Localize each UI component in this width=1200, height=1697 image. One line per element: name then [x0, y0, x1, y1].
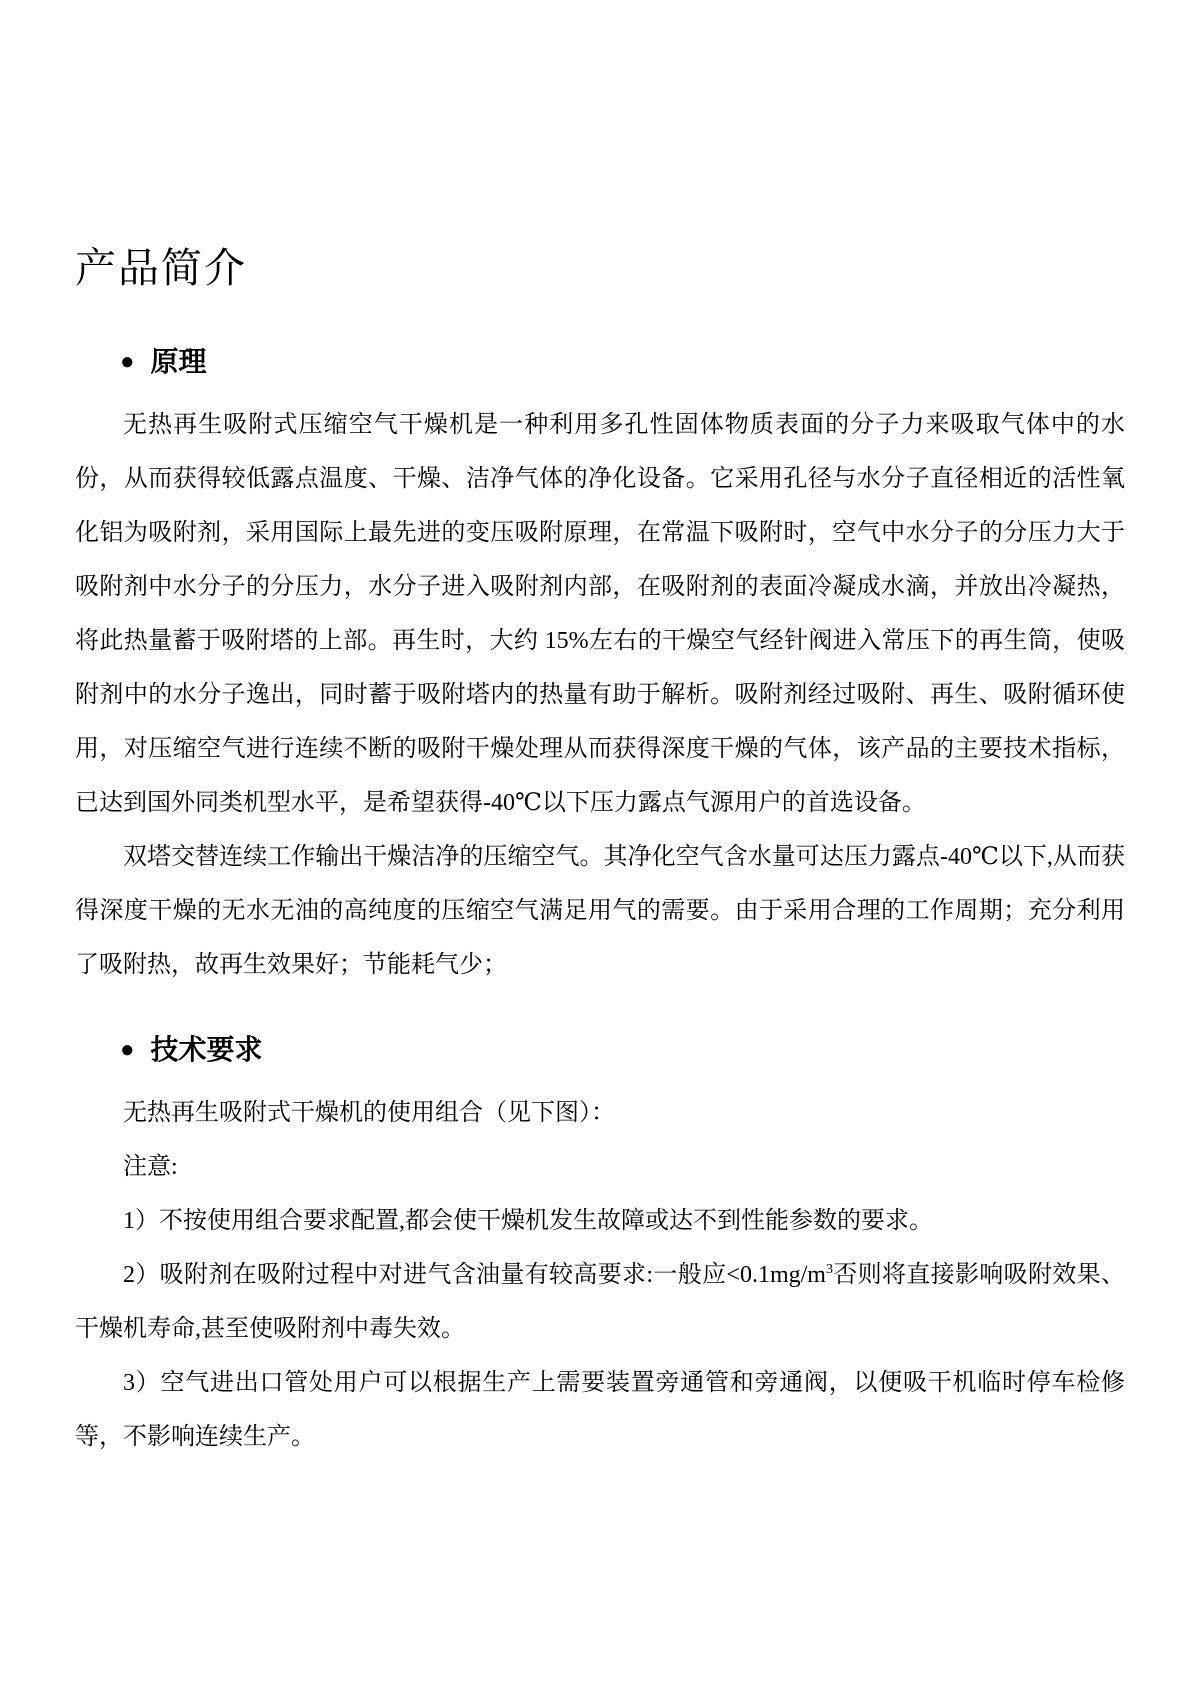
bullet-icon: ● — [120, 348, 135, 375]
principle-heading — [75, 342, 1125, 382]
tech-note-3: 3）空气进出口管处用户可以根据生产上需要装置旁通管和旁通阀，以便吸干机临时停车检修等，不影响连续生产。 — [75, 1370, 1125, 1450]
principle-paragraph-2: 双塔交替连续工作输出干燥洁净的压缩空气。其净化空气含水量可达压力露点-40℃以下,从而获得深度干燥的无水无油的高纯度的压缩空气满足用气的需要。由于采用合理的工作周期；充分利用了吸附热，故再生效果好；节能耗气少； — [75, 844, 1125, 978]
document-title: 产品简介 — [75, 245, 247, 291]
section-principle — [75, 342, 1125, 992]
section-tech-requirements — [75, 1030, 1125, 1464]
tech-note-2-text-continued: 否则将直接影响吸附效果、干燥机寿命,甚至使吸附剂中毒失效。 — [75, 1262, 1125, 1342]
tech-notes-label: 注意: — [123, 1154, 178, 1180]
tech-intro-line: 无热再生吸附式干燥机的使用组合（见下图）： — [123, 1100, 615, 1126]
bullet-icon: ● — [120, 1036, 135, 1063]
tech-note-2 — [75, 1248, 1125, 1356]
tech-note-2-text: 2）吸附剂在吸附过程中对进气含油量有较高要求:一般应<0.1mg/m — [123, 1262, 826, 1288]
principle-heading-text: 原理 — [150, 346, 207, 377]
tech-note-2-superscript: 3 — [825, 1262, 833, 1277]
principle-paragraph-1: 无热再生吸附式压缩空气干燥机是一种利用多孔性固体物质表面的分子力来吸取气体中的水份，从而获得较低露点温度、干燥、洁净气体的净化设备。它采用孔径与水分子直径相近的活性氧化铝为吸附剂，采用国际上最先进的变压吸附原理，在常温下吸附时，空气中水分子的分压力大于吸附剂中水分子的分压力，水分子进入吸附剂内部，在吸附剂的表面冷凝成水滴，并放出冷凝热，将此热量蓄于吸附塔的上部。再生时，大约 15%左右的干燥空气经针阀进入常压下的再生筒，使吸附剂中的水分子逸出，同时蓄于吸附塔内的热量有助于解析。吸附剂经过吸附、再生、吸附循环使用，对压缩空气进行连续不断的吸附干燥处理从而获得深度干燥的气体，该产品的主要技术指标，已达到国外同类机型水平，是希望获得-40℃以下压力露点气源用户的首选设备。 — [75, 412, 1125, 816]
tech-note-1: 1）不按使用组合要求配置,都会使干燥机发生故障或达不到性能参数的要求。 — [123, 1208, 933, 1234]
tech-requirements-heading-text: 技术要求 — [150, 1034, 263, 1065]
tech-requirements-heading — [75, 1030, 1125, 1070]
